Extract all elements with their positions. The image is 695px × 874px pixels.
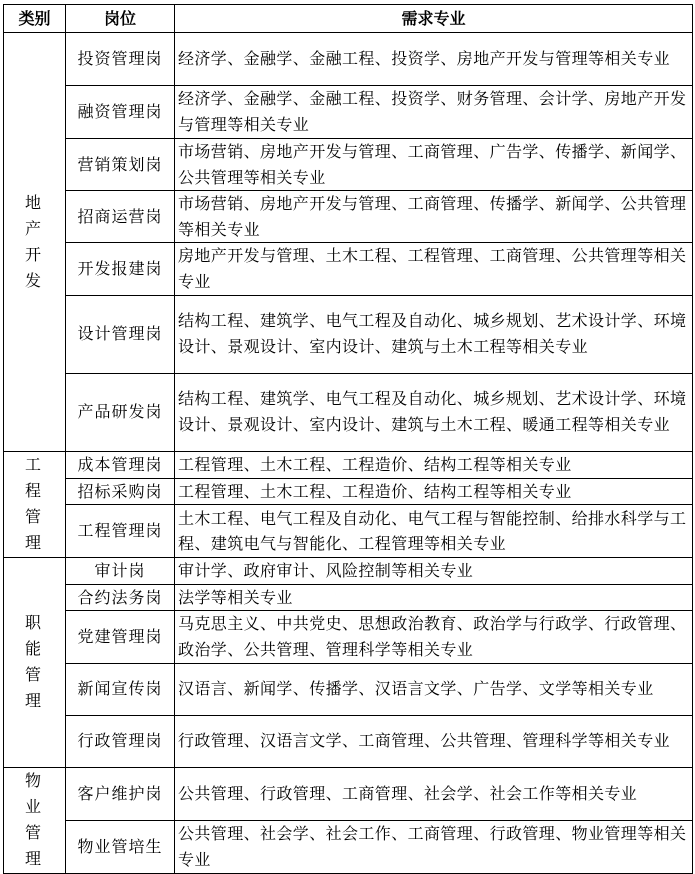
position-cell: 物业管培生 [66, 820, 175, 873]
table-row [4, 86, 693, 139]
position-cell: 招商运营岗 [66, 191, 175, 243]
table-row [4, 243, 693, 295]
category-cell [4, 558, 66, 767]
position-cell: 开发报建岗 [66, 243, 175, 295]
header-row [4, 5, 693, 33]
category-label: 物业管理 [24, 771, 44, 869]
category-label: 地产开发 [24, 192, 44, 290]
position-cell: 工程管理岗 [66, 505, 175, 558]
position-cell: 设计管理岗 [66, 295, 175, 373]
major-cell: 工程管理、土木工程、工程造价、结构工程等相关专业 [175, 451, 693, 478]
position-cell: 招标采购岗 [66, 478, 175, 505]
header-category: 类别 [4, 5, 66, 33]
table-row [4, 663, 693, 715]
major-cell: 结构工程、建筑学、电气工程及自动化、城乡规划、艺术设计学、环境设计、景观设计、室内设计、建筑与土木工程、暖通工程等相关专业 [175, 373, 693, 451]
table-row [4, 33, 693, 86]
table-row [4, 767, 693, 820]
position-cell: 客户维护岗 [66, 767, 175, 820]
position-cell: 行政管理岗 [66, 715, 175, 767]
table-row [4, 505, 693, 558]
major-cell: 房地产开发与管理、土木工程、工程管理、工商管理、公共管理等相关专业 [175, 243, 693, 295]
major-cell: 经济学、金融学、金融工程、投资学、财务管理、会计学、房地产开发与管理等相关专业 [175, 86, 693, 139]
table-row [4, 295, 693, 373]
position-cell: 产品研发岗 [66, 373, 175, 451]
table-row [4, 820, 693, 873]
position-cell: 党建管理岗 [66, 611, 175, 663]
major-cell: 马克思主义、中共党史、思想政治教育、政治学与行政学、行政管理、政治学、公共管理、管理科学等相关专业 [175, 611, 693, 663]
category-label: 职能管理 [24, 613, 44, 711]
position-cell: 融资管理岗 [66, 86, 175, 139]
table-row [4, 715, 693, 767]
major-cell: 公共管理、社会学、社会工作、工商管理、行政管理、物业管理等相关专业 [175, 820, 693, 873]
table-row [4, 139, 693, 191]
position-cell: 合约法务岗 [66, 584, 175, 611]
table-row [4, 584, 693, 611]
major-cell: 法学等相关专业 [175, 584, 693, 611]
header-position: 岗位 [66, 5, 175, 33]
category-cell [4, 767, 66, 873]
category-cell [4, 451, 66, 558]
category-cell [4, 33, 66, 452]
position-cell: 新闻宣传岗 [66, 663, 175, 715]
position-cell: 投资管理岗 [66, 33, 175, 86]
major-cell: 土木工程、电气工程及自动化、电气工程与智能控制、给排水科学与工程、建筑电气与智能化、工程管理等相关专业 [175, 505, 693, 558]
position-cell: 审计岗 [66, 558, 175, 585]
major-cell: 汉语言、新闻学、传播学、汉语言文学、广告学、文学等相关专业 [175, 663, 693, 715]
major-cell: 结构工程、建筑学、电气工程及自动化、城乡规划、艺术设计学、环境设计、景观设计、室内设计、建筑与土木工程等相关专业 [175, 295, 693, 373]
header-major: 需求专业 [175, 5, 693, 33]
table-row [4, 478, 693, 505]
table-row [4, 611, 693, 663]
major-cell: 审计学、政府审计、风险控制等相关专业 [175, 558, 693, 585]
position-cell: 成本管理岗 [66, 451, 175, 478]
major-cell: 行政管理、汉语言文学、工商管理、公共管理、管理科学等相关专业 [175, 715, 693, 767]
job-requirements-table [3, 4, 693, 874]
table-row [4, 191, 693, 243]
major-cell: 公共管理、行政管理、工商管理、社会学、社会工作等相关专业 [175, 767, 693, 820]
major-cell: 工程管理、土木工程、工程造价、结构工程等相关专业 [175, 478, 693, 505]
table-row [4, 373, 693, 451]
category-label: 工程管理 [24, 455, 44, 553]
table-row [4, 558, 693, 585]
table-row [4, 451, 693, 478]
major-cell: 市场营销、房地产开发与管理、工商管理、传播学、新闻学、公共管理等相关专业 [175, 191, 693, 243]
major-cell: 经济学、金融学、金融工程、投资学、房地产开发与管理等相关专业 [175, 33, 693, 86]
position-cell: 营销策划岗 [66, 139, 175, 191]
major-cell: 市场营销、房地产开发与管理、工商管理、广告学、传播学、新闻学、公共管理等相关专业 [175, 139, 693, 191]
